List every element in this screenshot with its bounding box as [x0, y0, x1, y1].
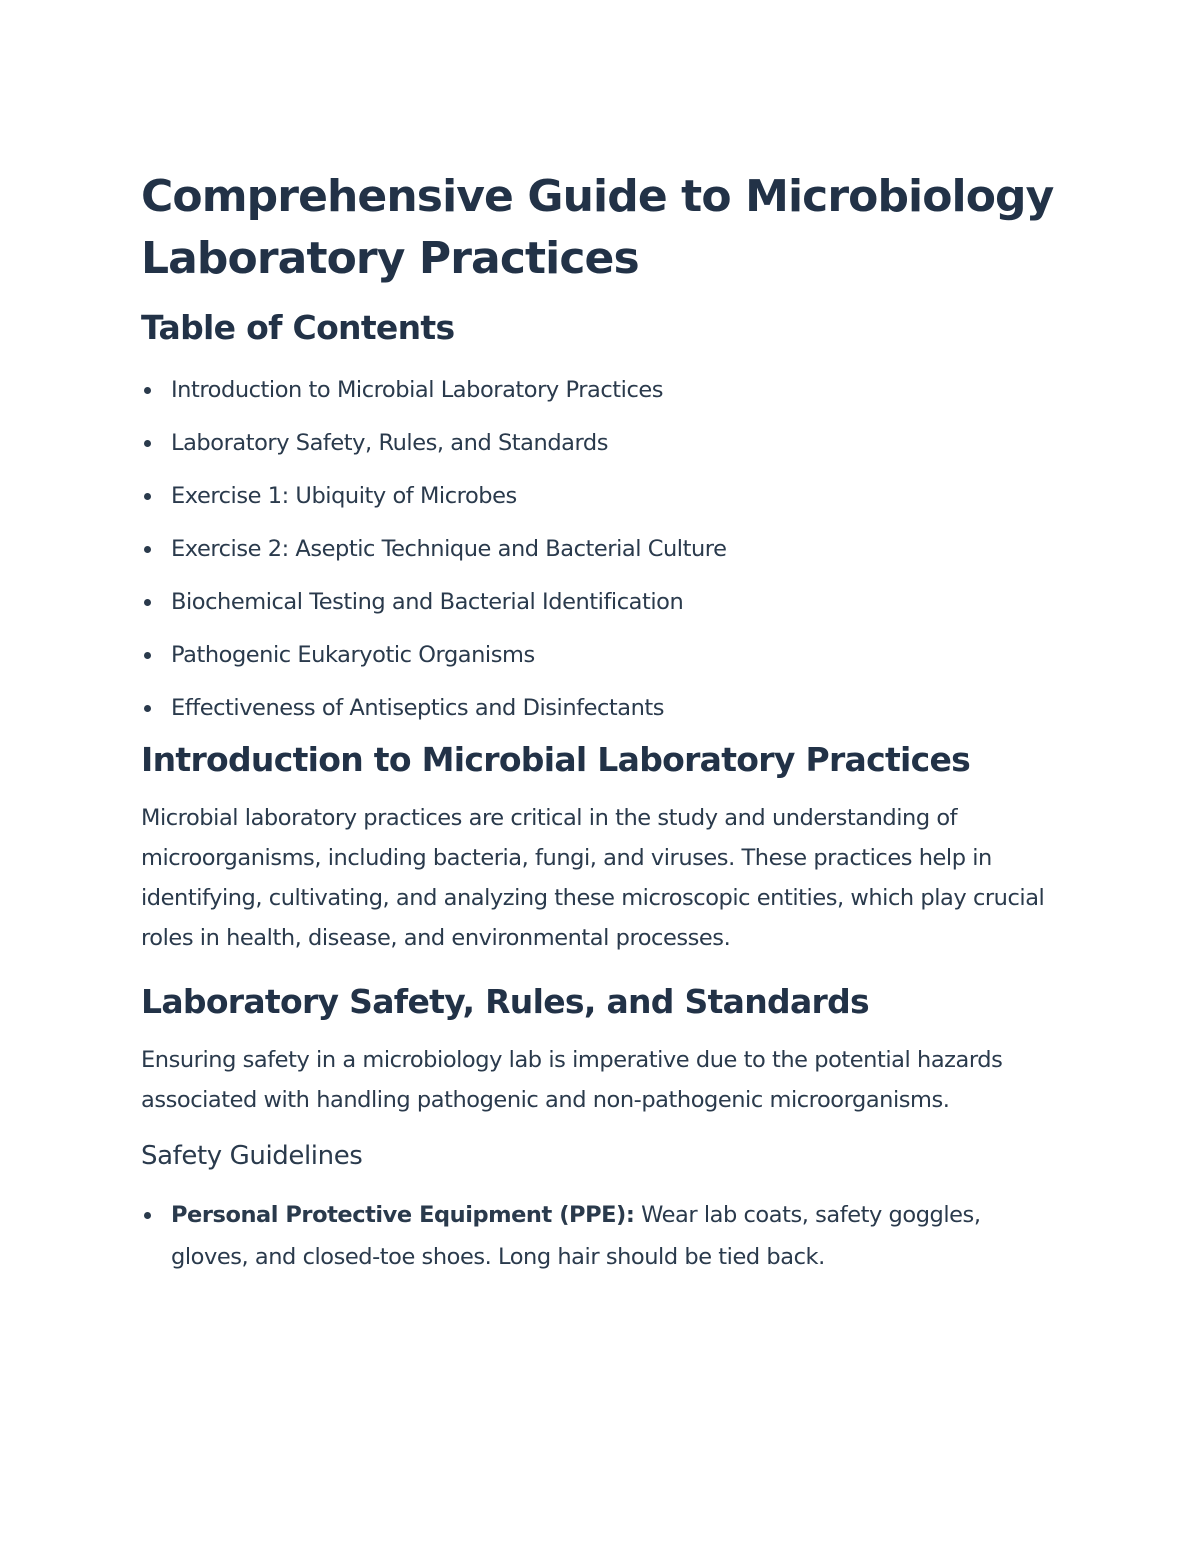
safety-heading: Laboratory Safety, Rules, and Standards: [141, 982, 869, 1021]
table-of-contents: [141, 374, 1061, 724]
toc-item-label: Effectiveness of Antiseptics and Disinfectants: [171, 695, 665, 721]
guideline-label: Personal Protective Equipment (PPE):: [171, 1202, 635, 1228]
document-page: [141, 166, 1061, 1278]
toc-item-label: Exercise 2: Aseptic Technique and Bacterial Culture: [171, 536, 727, 562]
toc-item[interactable]: [141, 586, 1061, 618]
toc-item[interactable]: [141, 533, 1061, 565]
document-title: Comprehensive Guide to Microbiology Laboratory Practices: [141, 171, 1054, 284]
bullet-icon: [144, 652, 151, 659]
introduction-heading: Introduction to Microbial Laboratory Practices: [141, 740, 971, 779]
bullet-icon: [144, 493, 151, 500]
safety-guidelines-list: [141, 1194, 1061, 1278]
toc-item[interactable]: [141, 480, 1061, 512]
guideline-text: Wear lab coats, safety goggles, gloves, and closed-toe shoes. Long hair should be tied back.: [171, 1202, 981, 1270]
bullet-icon: [144, 705, 151, 712]
toc-item[interactable]: [141, 374, 1061, 406]
bullet-icon: [144, 546, 151, 553]
introduction-paragraph: Microbial laboratory practices are critical in the study and understanding of microorganisms, including bacteria, fungi, and viruses. These practices help in identifying, cultivating, and analyzing these microscopic entities, which play crucial roles in health, disease, and environmental processes.: [141, 805, 1045, 951]
toc-item-label: Exercise 1: Ubiquity of Microbes: [171, 483, 517, 509]
toc-item[interactable]: [141, 692, 1061, 724]
toc-item-label: Biochemical Testing and Bacterial Identification: [171, 589, 684, 615]
toc-item[interactable]: [141, 427, 1061, 459]
toc-item[interactable]: [141, 639, 1061, 671]
toc-heading: Table of Contents: [141, 308, 455, 347]
toc-item-label: Laboratory Safety, Rules, and Standards: [171, 430, 609, 456]
toc-item-label: Introduction to Microbial Laboratory Practices: [171, 377, 664, 403]
bullet-icon: [144, 1212, 151, 1219]
bullet-icon: [144, 387, 151, 394]
safety-guidelines-heading: Safety Guidelines: [141, 1141, 363, 1171]
toc-item-label: Pathogenic Eukaryotic Organisms: [171, 642, 535, 668]
bullet-icon: [144, 440, 151, 447]
guideline-item: [141, 1194, 1061, 1278]
bullet-icon: [144, 599, 151, 606]
safety-paragraph: Ensuring safety in a microbiology lab is imperative due to the potential hazards associated with handling pathogenic and non-pathogenic microorganisms.: [141, 1047, 1003, 1113]
